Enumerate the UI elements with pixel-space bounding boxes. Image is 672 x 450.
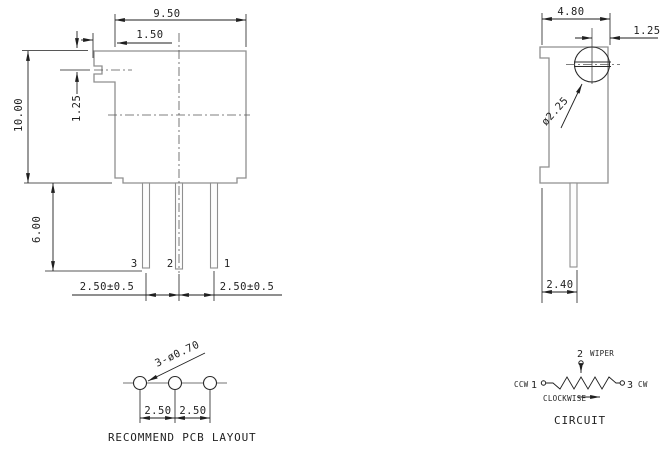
circuit-terminal-3-number: 3 — [626, 380, 634, 391]
dim-width-label: 9.50 — [153, 8, 181, 20]
circuit-terminal-1-number: 1 — [530, 380, 538, 391]
clockwise-label: CLOCKWISE — [543, 394, 587, 403]
pin1-number: 1 — [223, 258, 231, 270]
dim-depth-label: 4.80 — [557, 6, 585, 18]
hole-callout-label: 3-ø0.70 — [153, 338, 202, 370]
pcb-pad-hole — [169, 377, 182, 390]
pin3-number: 3 — [130, 258, 138, 270]
circuit-terminal-2-number: 2 — [576, 349, 584, 360]
dim-screw-offset-label: 1.25 — [633, 25, 661, 37]
front-pin-1 — [211, 183, 218, 268]
pcb-pad-hole — [134, 377, 147, 390]
front-view — [13, 8, 282, 301]
pcb-layout — [108, 339, 256, 444]
terminal-2-node — [579, 361, 583, 365]
cw-label: CW — [638, 380, 648, 389]
circuit-caption: CIRCUIT — [554, 414, 606, 427]
pcb-pad-hole — [204, 377, 217, 390]
dim-screw-diameter-label: ø2.25 — [539, 94, 572, 129]
dim-pin-length-label: 6.00 — [31, 215, 43, 243]
side-view — [539, 6, 660, 303]
resistor-element — [546, 377, 620, 389]
pcb-pitch-left-label: 2.50 — [144, 405, 172, 417]
ccw-label: CCW — [514, 380, 529, 389]
dim-pin-offset-label: 2.40 — [546, 279, 574, 291]
dim-tab-label: 1.50 — [136, 29, 164, 41]
dim-pitch-right-label: 2.50±0.5 — [219, 281, 275, 293]
front-pin-3 — [143, 183, 150, 268]
pcb-pitch-right-label: 2.50 — [179, 405, 207, 417]
dim-height-label: 10.00 — [13, 97, 25, 132]
wiper-label: WIPER — [590, 349, 615, 358]
dim-slot-offset-label: 1.25 — [71, 94, 83, 122]
terminal-3-node — [620, 381, 624, 385]
circuit-diagram — [514, 349, 648, 427]
pcb-layout-caption: RECOMMEND PCB LAYOUT — [108, 431, 257, 444]
dim-pitch-left-label: 2.50±0.5 — [79, 281, 135, 293]
terminal-1-node — [541, 381, 545, 385]
side-pin — [570, 183, 577, 267]
pin2-number: 2 — [166, 258, 174, 270]
front-body-outline — [94, 51, 246, 183]
